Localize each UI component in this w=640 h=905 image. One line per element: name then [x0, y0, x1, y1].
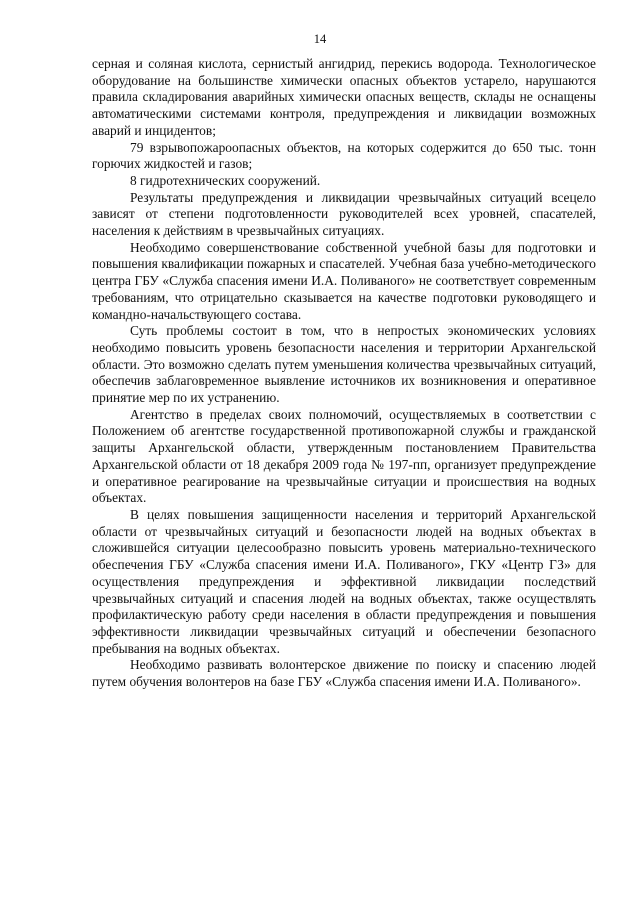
paragraph-agency-powers: Агентство в пределах своих полномочий, осуществляемых в соответствии с Положением об агентстве государственной противопожарной службы и гражданской защиты Архангельской области, утвержденным постановлением Правительства Архангельской области от 18 декабря 2009 года № 197-пп, организует предупреждение и оперативное реагирование на чрезвычайные ситуации и происшествия на водных объектах.: [92, 406, 596, 506]
paragraph-problem-essence: Суть проблемы состоит в том, что в непростых экономических условиях необходимо повысить уровень безопасности населения и территории Архангельской области. Это возможно сделать путем уменьшения количества чрезвычайных ситуаций, обеспечив заблаговременное выявление источников их возникновения и оперативное принятие мер по их устранению.: [92, 323, 596, 406]
paragraph-hydraulic-structures: 8 гидротехнических сооружений.: [130, 172, 321, 188]
paragraph-prevention-results: Результаты предупреждения и ликвидации чрезвычайных ситуаций всецело зависят от степени подготовленности руководителей всех уровней, спасателей, населения к действиям в чрезвычайных ситуациях.: [92, 189, 596, 239]
paragraph-fire-explosion-objects: 79 взрывопожароопасных объектов, на которых содержится до 650 тыс. тонн горючих жидкостей и газов;: [92, 139, 596, 172]
body-text: [92, 56, 596, 691]
paragraph-training-base: Необходимо совершенствование собственной учебной базы для подготовки и повышения квалификации пожарных и спасателей. Учебная база учебно-методического центра ГБУ «Служба спасения имени И.А. Поливаного» не соответствует современным требованиям, что отрицательно сказывается на качестве подготовки руководящего и командно-начальствующего состава.: [92, 239, 596, 322]
paragraph-volunteer-movement: Необходимо развивать волонтерское движение по поиску и спасению людей путем обучения волонтеров на базе ГБУ «Служба спасения имени И.А. Поливаного».: [92, 657, 596, 690]
paragraph-protection-measures: В целях повышения защищенности населения и территорий Архангельской области от чрезвычайных ситуаций и безопасности людей на водных объектах в сложившейся ситуации целесообразно повысить уровень материально-технического обеспечения ГБУ «Служба спасения имени И.А. Поливаного», ГКУ «Центр ГЗ» для осуществления предупреждения и эффективной ликвидации последствий чрезвычайных ситуаций и спасения людей на водных объектах, также осуществлять профилактическую работу среди населения в области предупреждения и повышения эффективности ликвидации чрезвычайных ситуаций и обеспечении безопасного пребывания на водных объектах.: [92, 506, 596, 656]
paragraph-hazard-substances: серная и соляная кислота, сернистый ангидрид, перекись водорода. Технологическое оборудование на большинстве химически опасных объектов устарело, нарушаются правила складирования аварийных химически опасных веществ, склады не оснащены автоматическими системами контроля, предупреждения и ликвидации возможных аварий и инцидентов;: [92, 56, 596, 138]
page-number: 14: [313, 32, 327, 46]
